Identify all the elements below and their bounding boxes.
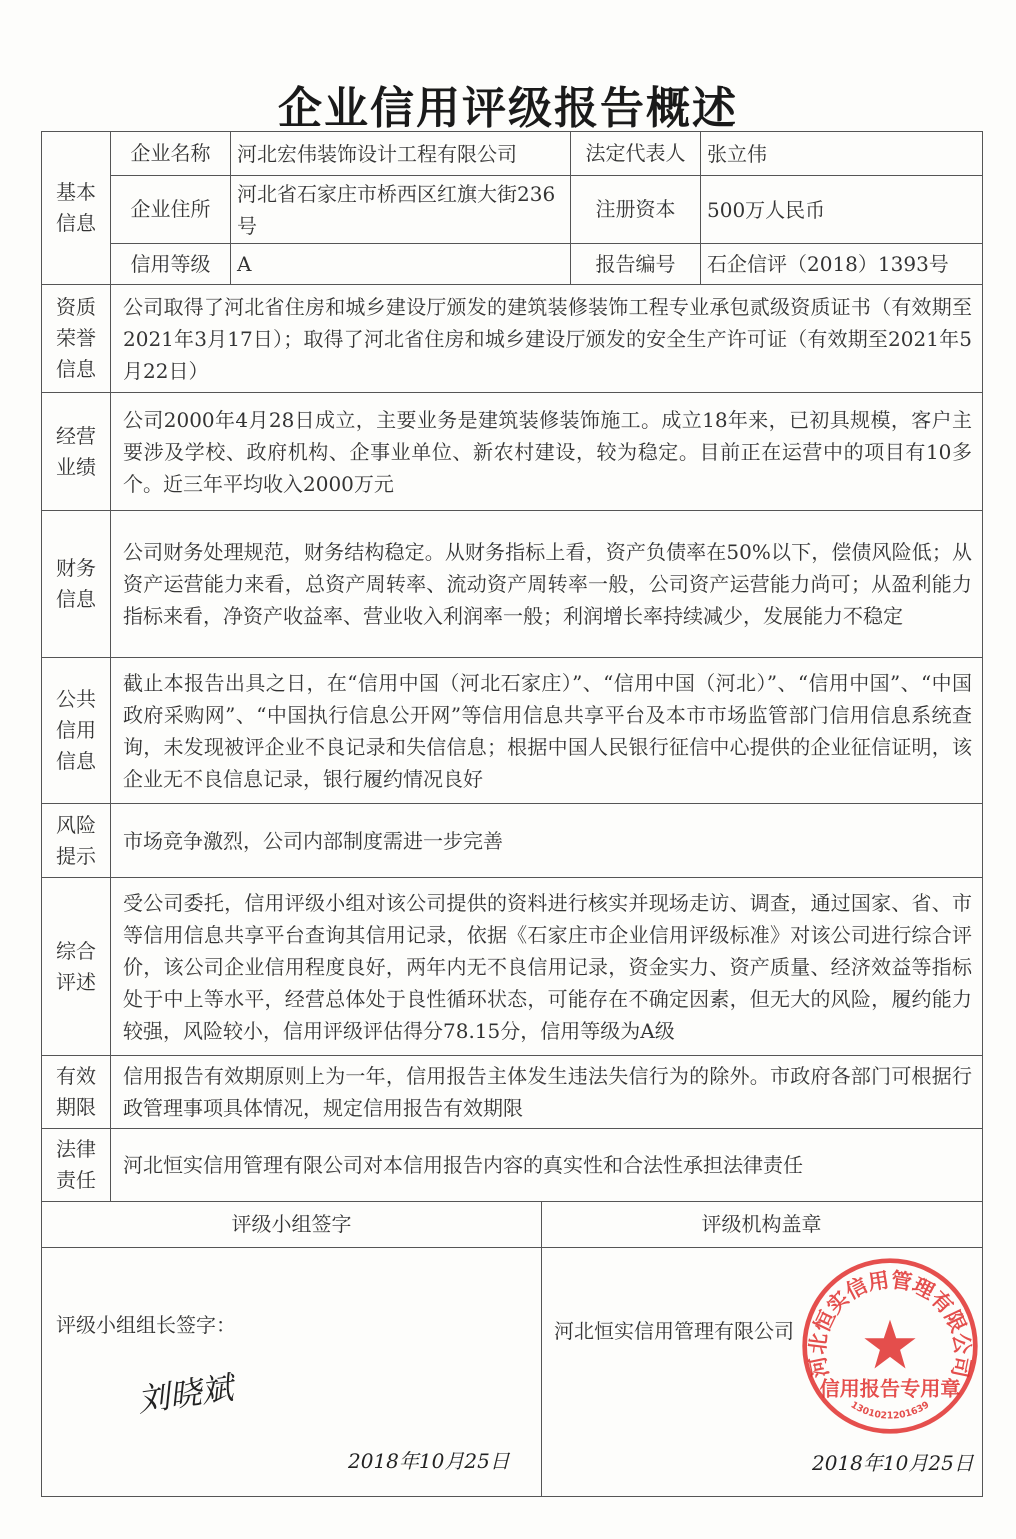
section-row <box>42 658 983 804</box>
page-title: 企业信用评级报告概述 <box>278 83 738 134</box>
legal-rep: 张立伟 <box>701 132 983 176</box>
section-label: 风险提示 <box>56 812 96 868</box>
section-label: 综合评述 <box>56 938 96 994</box>
divider <box>541 1201 542 1497</box>
section-row <box>42 1129 983 1202</box>
row-grade <box>42 244 983 285</box>
report-table <box>41 131 983 1202</box>
report-number: 石企信评（2018）1393号 <box>701 244 983 285</box>
section-text: 截止本报告出具之日，在“信用中国（河北石家庄）”、“信用中国（河北）”、“信用中国”、“中国政府采购网”、“中国执行信息公开网”等信用信息共享平台及本市市场监管部门信用信息系统查询，未发现被评企业不良记录和失信信息；根据中国人民银行征信中心提供的企业征信证明，该企业无不良信息记录，银行履约情况良好 <box>111 658 983 804</box>
credit-grade: A <box>231 244 571 285</box>
leader-signature: 刘晓斌 <box>135 1368 236 1420</box>
registered-capital: 500万人民币 <box>701 176 983 244</box>
org-sign-date: 2018年10月25日 <box>812 1451 974 1475</box>
section-label: 有效期限 <box>56 1064 96 1119</box>
grade-label: 信用等级 <box>111 244 231 285</box>
company-address: 河北省石家庄市桥西区红旗大街236号 <box>231 176 571 244</box>
section-text: 公司2000年4月28日成立，主要业务是建筑装修装饰施工。成立18年来，已初具规模，客户主要涉及学校、政府机构、企事业单位、新农村建设，较为稳定。目前正在运营中的项目有10多个。近三年平均收入2000万元 <box>111 393 983 511</box>
section-text: 公司财务处理规范，财务结构稳定。从财务指标上看，资产负债率在50%以下，偿债风险低；从资产运营能力来看，总资产周转率、流动资产周转率一般，公司资产运营能力尚可；从盈利能力指标来看，净资产收益率、营业收入利润率一般；利润增长率持续减少，发展能力不稳定 <box>111 511 983 658</box>
row-address <box>42 176 983 244</box>
svg-text:1301021201639: 1301021201639 <box>848 1399 932 1422</box>
org-stamp-header: 评级机构盖章 <box>541 1201 982 1248</box>
section-row <box>42 511 983 658</box>
star-icon <box>864 1320 915 1369</box>
section-label-basic: 基本信息 <box>42 132 111 285</box>
section-row <box>42 285 983 393</box>
leader-signature-label: 评级小组组长签字： <box>56 1313 236 1337</box>
section-label: 法律责任 <box>56 1137 96 1192</box>
group-signature-header: 评级小组签字 <box>42 1201 541 1248</box>
section-label: 经营业绩 <box>56 423 96 479</box>
section-row <box>42 878 983 1056</box>
org-name: 河北恒实信用管理有限公司 <box>554 1319 794 1343</box>
section-text: 河北恒实信用管理有限公司对本信用报告内容的真实性和合法性承担法律责任 <box>111 1129 983 1202</box>
section-text: 市场竞争激烈，公司内部制度需进一步完善 <box>111 804 983 878</box>
name-label: 企业名称 <box>111 132 231 176</box>
company-name: 河北宏伟装饰设计工程有限公司 <box>231 132 571 176</box>
section-row <box>42 1056 983 1129</box>
section-label: 公共信用信息 <box>56 687 96 773</box>
section-row <box>42 393 983 511</box>
rep-label: 法定代表人 <box>571 132 701 176</box>
section-text: 公司取得了河北省住房和城乡建设厅颁发的建筑装修装饰工程专业承包贰级资质证书（有效期至2021年3月17日）；取得了河北省住房和城乡建设厅颁发的安全生产许可证（有效期至2021年5月22日） <box>111 285 983 393</box>
section-label: 资质荣誉信息 <box>56 295 96 381</box>
section-label: 财务信息 <box>56 556 96 611</box>
group-sign-date: 2018年10月25日 <box>348 1449 510 1473</box>
section-text: 信用报告有效期原则上为一年，信用报告主体发生违法失信行为的除外。市政府各部门可根据行政管理事项具体情况，规定信用报告有效期限 <box>111 1056 983 1129</box>
report-no-label: 报告编号 <box>571 244 701 285</box>
svg-text:河北恒实信用管理有限公司: 河北恒实信用管理有限公司 <box>805 1267 975 1380</box>
company-seal <box>800 1256 980 1436</box>
svg-text:信用报告专用章: 信用报告专用章 <box>819 1376 961 1401</box>
section-row <box>42 804 983 878</box>
section-text: 受公司委托，信用评级小组对该公司提供的资料进行核实并现场走访、调查，通过国家、省、市等信用信息共享平台查询其信用记录，依据《石家庄市企业信用评级标准》对该公司进行综合评价，该公司企业信用程度良好，两年内无不良信用记录，资金实力、资产质量、经济效益等指标处于中上等水平，经营总体处于良性循环状态，可能存在不确定因素，但无大的风险，履约能力较强，风险较小，信用评级评估得分78.15分，信用等级为A级 <box>111 878 983 1056</box>
row-name <box>42 132 983 176</box>
address-label: 企业住所 <box>111 176 231 244</box>
capital-label: 注册资本 <box>571 176 701 244</box>
